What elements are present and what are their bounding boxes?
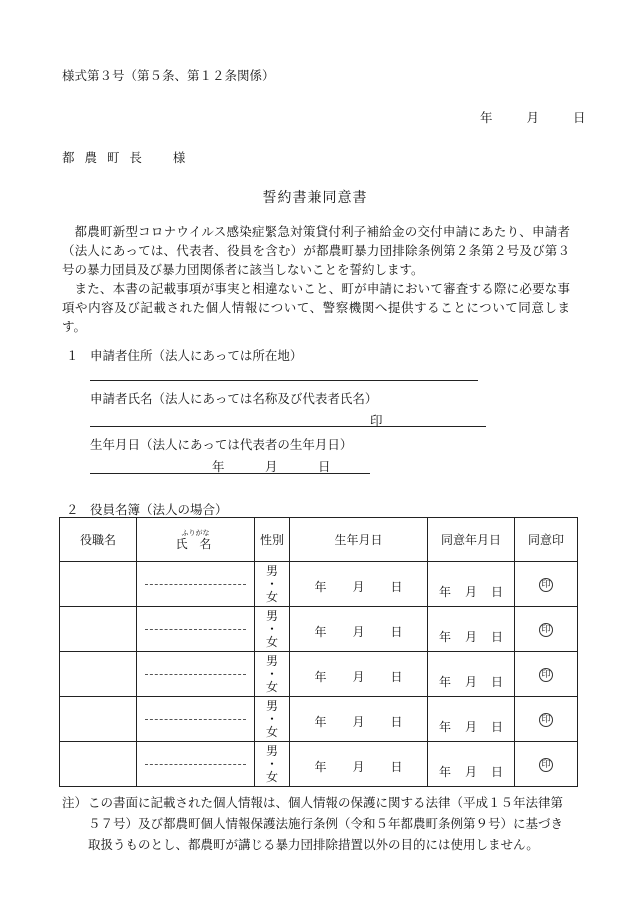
furigana-divider — [145, 764, 246, 765]
consent-month-unit: 月 — [464, 675, 477, 689]
gender-dot: ・ — [265, 756, 278, 771]
section2-number: ２ — [66, 502, 79, 517]
consent-year-unit: 年 — [438, 765, 451, 779]
gender-female: 女 — [265, 679, 278, 694]
birth-month-unit: 月 — [352, 715, 365, 729]
consent-month-unit: 月 — [464, 720, 477, 734]
furigana-divider — [145, 719, 246, 720]
birth-label: 生年月日（法人にあっては代表者の生年月日） — [90, 437, 353, 452]
seal-icon: 印 — [539, 578, 553, 592]
gender-dot: ・ — [265, 666, 278, 681]
consent-date-cell[interactable] — [428, 742, 515, 787]
form-number: 様式第３号（第５条、第１２条関係） — [62, 68, 275, 83]
body-paragraph-2: また、本書の記載事項が事実と相違ないこと、町が申請において審査する際に必要な事項や内容及び記載された個人情報について、警察機関へ提供することについて同意します。 — [62, 281, 570, 334]
birth-month-unit: 月 — [352, 625, 365, 639]
role-cell[interactable] — [60, 742, 137, 787]
birth-year: 年 — [212, 459, 225, 474]
addressee — [62, 148, 185, 166]
consent-month-unit: 月 — [464, 630, 477, 644]
consent-year-unit: 年 — [438, 585, 451, 599]
gender-female: 女 — [265, 589, 278, 604]
roster-header-row — [60, 518, 578, 562]
name-cell[interactable] — [137, 697, 255, 742]
birth-year-unit: 年 — [314, 715, 327, 729]
header-role: 役職名 — [60, 518, 137, 562]
consent-year-unit: 年 — [438, 630, 451, 644]
birth-date-units — [290, 758, 427, 775]
gender-male: 男 — [265, 743, 278, 758]
birth-cell[interactable] — [290, 607, 428, 652]
gender-cell[interactable] — [255, 607, 290, 652]
gender-female: 女 — [265, 724, 278, 739]
consent-seal-cell[interactable] — [515, 742, 578, 787]
body-paragraph-1: 都農町新型コロナウイルス感染症緊急対策貸付利子補給金の交付申請にあたり、申請者（法人にあっては、代表者、役員を含む）が都農町暴力団排除条例第２条第２号及び第３号の暴力団員及び暴力団関係者に該当しないことを誓約します。 — [62, 224, 570, 277]
birth-cell[interactable] — [290, 697, 428, 742]
consent-date-cell[interactable] — [428, 562, 515, 607]
header-consent-seal: 同意印 — [515, 518, 578, 562]
name-cell[interactable] — [137, 742, 255, 787]
consent-day-unit: 日 — [490, 720, 503, 734]
name-cell[interactable] — [137, 562, 255, 607]
name-field[interactable] — [90, 426, 486, 427]
birth-day: 日 — [318, 459, 331, 474]
role-cell[interactable] — [60, 562, 137, 607]
role-cell[interactable] — [60, 697, 137, 742]
gender-male: 男 — [265, 608, 278, 623]
seal-icon: 印 — [539, 713, 553, 727]
header-name-text: 氏 名 — [175, 536, 216, 551]
seal-mark: 印 — [370, 413, 383, 428]
birth-year-unit: 年 — [314, 670, 327, 684]
consent-date-cell[interactable] — [428, 607, 515, 652]
consent-day-unit: 日 — [490, 765, 503, 779]
role-cell[interactable] — [60, 607, 137, 652]
role-cell[interactable] — [60, 652, 137, 697]
addressee-honorific: 様 — [172, 150, 186, 165]
consent-seal-cell[interactable] — [515, 607, 578, 652]
table-row — [60, 562, 578, 607]
note-text: この書面に記載された個人情報は、個人情報の保護に関する法律（平成１５年法律第５７号）及び都農町個人情報保護法施行条例（令和５年都農町条例第９号）に基づき取扱うものとし、都農町が講じる暴力団排除措置以外の目的には使用しません。 — [88, 795, 564, 852]
date-month: 月 — [526, 110, 539, 125]
birth-cell[interactable] — [290, 562, 428, 607]
gender-female: 女 — [265, 769, 278, 784]
consent-year-unit: 年 — [438, 675, 451, 689]
gender-cell[interactable] — [255, 697, 290, 742]
roster-label: 役員名簿（法人の場合） — [90, 502, 228, 517]
gender-male: 男 — [265, 698, 278, 713]
birth-year-unit: 年 — [314, 625, 327, 639]
date-year: 年 — [480, 110, 493, 125]
consent-day-unit: 日 — [490, 585, 503, 599]
gender-cell[interactable] — [255, 652, 290, 697]
table-row — [60, 742, 578, 787]
gender-cell[interactable] — [255, 742, 290, 787]
birth-day-unit: 日 — [390, 670, 403, 684]
birth-year-unit: 年 — [314, 580, 327, 594]
address-label: 申請者住所（法人にあっては所在地） — [90, 348, 303, 363]
gender-dot: ・ — [265, 621, 278, 636]
consent-date-cell[interactable] — [428, 652, 515, 697]
gender-male: 男 — [265, 653, 278, 668]
header-gender: 性別 — [255, 518, 290, 562]
body-text — [62, 222, 570, 336]
furigana-divider — [145, 584, 246, 585]
gender-male: 男 — [265, 563, 278, 578]
header-name — [137, 518, 255, 562]
header-consent-date: 同意年月日 — [428, 518, 515, 562]
birth-month-unit: 月 — [352, 670, 365, 684]
seal-icon: 印 — [539, 758, 553, 772]
gender-dot: ・ — [265, 576, 278, 591]
birth-year-unit: 年 — [314, 760, 327, 774]
birth-date-units — [290, 713, 427, 730]
consent-date-units — [428, 583, 514, 600]
seal-icon: 印 — [539, 668, 553, 682]
table-row — [60, 652, 578, 697]
consent-date-units — [428, 628, 514, 645]
birth-date-units — [290, 668, 427, 685]
birth-month-unit: 月 — [352, 580, 365, 594]
birth-day-unit: 日 — [390, 760, 403, 774]
header-furigana: ふりがな — [181, 528, 210, 537]
consent-seal-cell[interactable] — [515, 562, 578, 607]
consent-month-unit: 月 — [464, 765, 477, 779]
officer-roster-table — [59, 517, 578, 787]
birth-date-units — [290, 578, 427, 595]
gender-dot: ・ — [265, 711, 278, 726]
date-line — [480, 108, 585, 126]
gender-female: 女 — [265, 634, 278, 649]
birth-cell[interactable] — [290, 742, 428, 787]
consent-date-units — [428, 718, 514, 735]
gender-cell[interactable] — [255, 562, 290, 607]
birth-day-unit: 日 — [390, 715, 403, 729]
birth-month-unit: 月 — [352, 760, 365, 774]
table-row — [60, 607, 578, 652]
document-title: 誓約書兼同意書 — [262, 190, 368, 206]
privacy-note — [62, 792, 574, 855]
consent-year-unit: 年 — [438, 720, 451, 734]
birth-day-unit: 日 — [390, 580, 403, 594]
date-day: 日 — [572, 110, 586, 125]
name-label: 申請者氏名（法人にあっては名称及び代表者氏名） — [90, 391, 378, 406]
birth-cell[interactable] — [290, 652, 428, 697]
furigana-divider — [145, 629, 246, 630]
name-cell[interactable] — [137, 652, 255, 697]
name-cell[interactable] — [137, 607, 255, 652]
furigana-divider — [145, 674, 246, 675]
birth-month: 月 — [265, 459, 278, 474]
consent-date-units — [428, 673, 514, 690]
table-row — [60, 697, 578, 742]
note-lead: 注） — [62, 795, 88, 810]
birth-day-unit: 日 — [390, 625, 403, 639]
birth-date-units — [290, 623, 427, 640]
consent-date-units — [428, 763, 514, 780]
consent-date-cell[interactable] — [428, 697, 515, 742]
consent-day-unit: 日 — [490, 675, 503, 689]
consent-month-unit: 月 — [464, 585, 477, 599]
header-birth: 生年月日 — [290, 518, 428, 562]
consent-day-unit: 日 — [490, 630, 503, 644]
consent-seal-cell[interactable] — [515, 697, 578, 742]
section1-number: １ — [66, 348, 79, 363]
address-field[interactable] — [90, 380, 478, 381]
addressee-name: 都 農 町 長 — [62, 150, 145, 165]
consent-seal-cell[interactable] — [515, 652, 578, 697]
seal-icon: 印 — [539, 623, 553, 637]
